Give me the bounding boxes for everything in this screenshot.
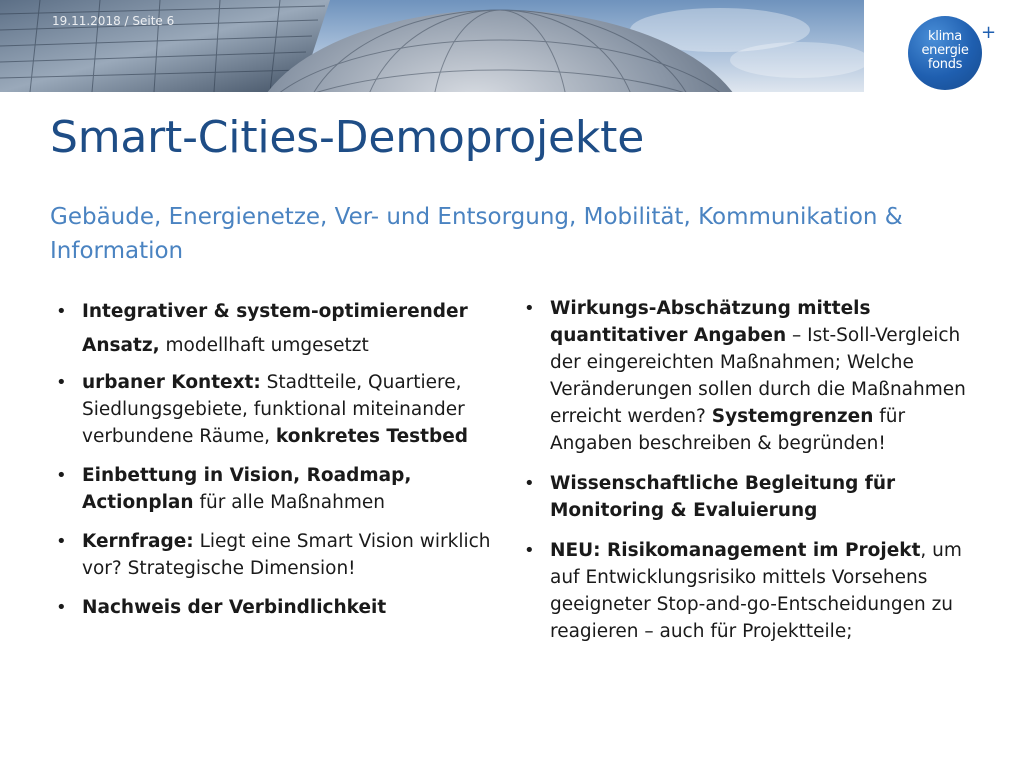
bullet-item [522,470,992,524]
bullet-item: • NEU: Risikomanagement im Projekt, um auf Entwicklungsrisiko mittels Vorsehens geeigneter Stop-and-go-Entscheidungen zu reagieren – auch für Projektteile; [522,537,992,645]
logo-wordmark [908,30,982,72]
logo-word-3: fonds [927,57,963,72]
bullet-emphasis: Einbettung in Vision, Roadmap, Actionplan [82,465,412,513]
bullet-emphasis: Wissenschaftliche Begleitung für Monitoring & Evaluierung [550,473,896,521]
bullet-emphasis: Wirkungs-Abschätzung mittels quantitativer Angaben [550,298,871,346]
logo-plus: + [981,22,997,43]
left-bullet-list [54,295,504,633]
bullet-emphasis: Nachweis der Verbindlichkeit [82,597,387,618]
bullet-emphasis: Kernfrage: [82,531,194,552]
right-bullet-list [522,295,992,658]
bullet-item: • Kernfrage: Liegt eine Smart Vision wirklich vor? Strategische Dimension! [54,528,504,582]
bullet-emphasis: urbaner Kontext: [82,372,261,393]
date-page-label: 19.11.2018 / Seite 6 [52,14,175,28]
bullet-emphasis: Systemgrenzen [711,406,874,427]
bullet-emphasis: konkretes Testbed [275,426,469,447]
klima-energie-fonds-logo [902,14,998,92]
bullet-item: • Einbettung in Vision, Roadmap, Actionplan für alle Maßnahmen [54,462,504,516]
bullet-item: • urbaner Kontext: Stadtteile, Quartiere, Siedlungsgebiete, funktional miteinander verbundene Räume, konkretes Testbed [54,369,504,450]
logo-word-1: klima [928,29,962,44]
bullet-emphasis: NEU: Risikomanagement im Projekt [550,540,921,561]
slide-title: Smart-Cities-Demoprojekte [50,112,645,163]
bullet-item: • Integrativer & system-optimierender Ansatz, modellhaft umgesetzt [54,295,504,363]
bullet-item [54,594,504,621]
bullet-item: • Wirkungs-Abschätzung mittels quantitativer Angaben – Ist-Soll-Vergleich der eingereichten Maßnahmen; Welche Veränderungen sollen durch die Maßnahmen erreicht werden? Systemgrenzen für Angaben beschreiben & begründen! [522,295,992,457]
logo-word-2: energie [921,43,969,58]
slide-subtitle: Gebäude, Energienetze, Ver- und Entsorgung, Mobilität, Kommunikation & Information [50,204,903,264]
header-photo [0,0,864,92]
bullet-emphasis: Integrativer & system-optimierender Ansatz, [82,301,468,356]
